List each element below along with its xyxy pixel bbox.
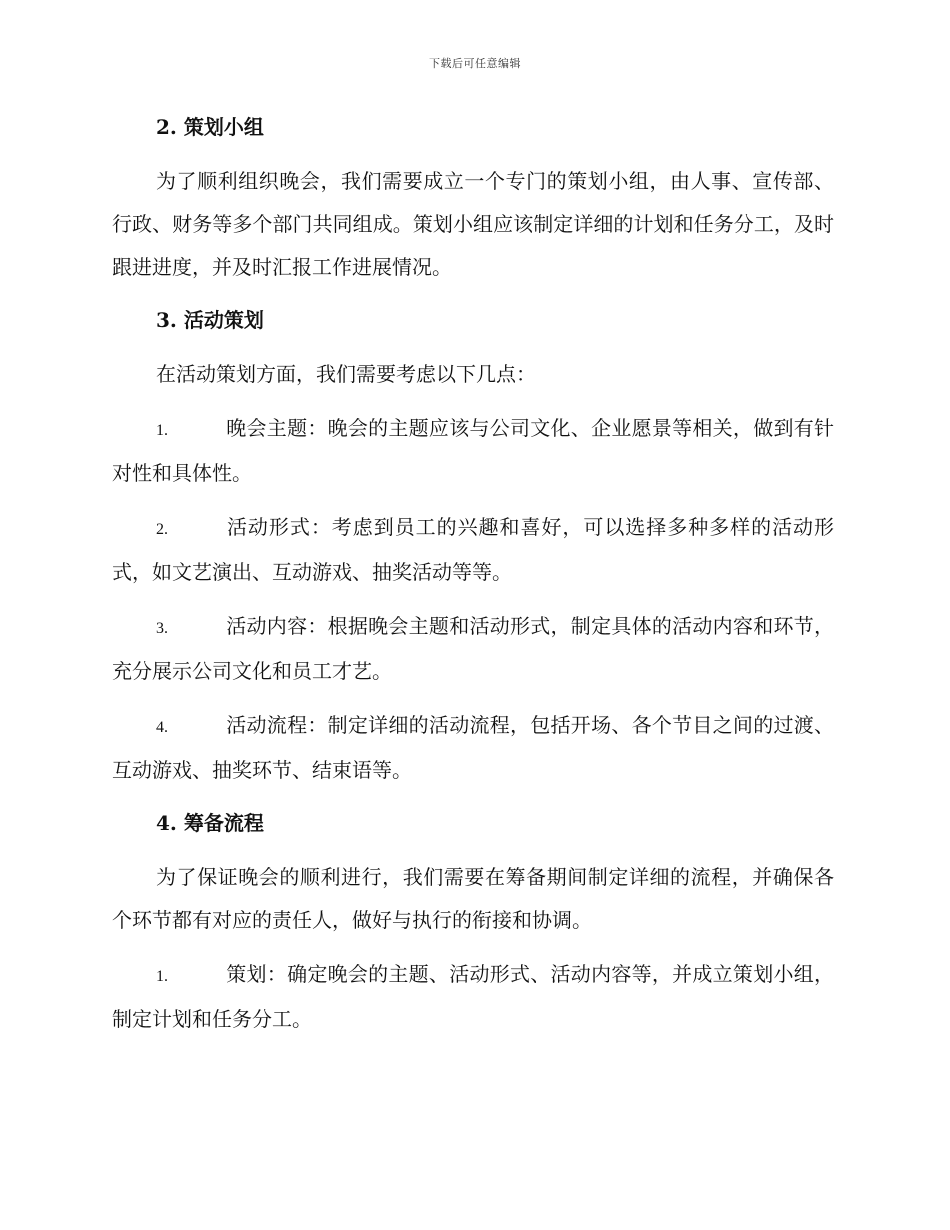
list-item [112,605,834,693]
document-body [112,108,834,1041]
page-header: 下载后可任意编辑 [429,57,521,70]
list-item [112,506,834,594]
list-number: 4. [156,719,168,736]
list-text: 活动内容：根据晚会主题和活动形式，制定具体的活动内容和环节，充分展示公司文化和员工才艺。 [112,614,834,683]
list-text: 活动流程：制定详细的活动流程，包括开场、各个节目之间的过渡、互动游戏、抽奖环节、结束语等。 [112,713,834,782]
list-item [112,704,834,792]
paragraph-planning-group: 为了顺利组织晚会，我们需要成立一个专门的策划小组，由人事、宣传部、行政、财务等多个部门共同组成。策划小组应该制定详细的计划和任务分工，及时跟进进度，并及时汇报工作进展情况。 [112,169,834,279]
section-heading-planning-group: 2. 策划小组 [156,115,264,139]
list-number: 2. [156,521,168,538]
list-number: 3. [156,620,168,637]
list-text: 晚会主题：晚会的主题应该与公司文化、企业愿景等相关，做到有针对性和具体性。 [112,416,834,485]
paragraph-activity-intro: 在活动策划方面，我们需要考虑以下几点： [156,362,536,386]
list-text: 活动形式：考虑到员工的兴趣和喜好，可以选择多种多样的活动形式，如文艺演出、互动游戏、抽奖活动等等。 [112,515,834,584]
list-number: 1. [156,422,168,439]
list-number: 1. [156,968,168,985]
list-item [112,953,834,1041]
list-item [112,407,834,495]
paragraph-preparation-process: 为了保证晚会的顺利进行，我们需要在筹备期间制定详细的流程，并确保各个环节都有对应的责任人，做好与执行的衔接和协调。 [112,865,834,932]
section-heading-preparation-process: 4. 筹备流程 [156,811,264,835]
list-text: 策划：确定晚会的主题、活动形式、活动内容等，并成立策划小组，制定计划和任务分工。 [112,962,834,1031]
section-heading-activity-planning: 3. 活动策划 [156,308,264,332]
